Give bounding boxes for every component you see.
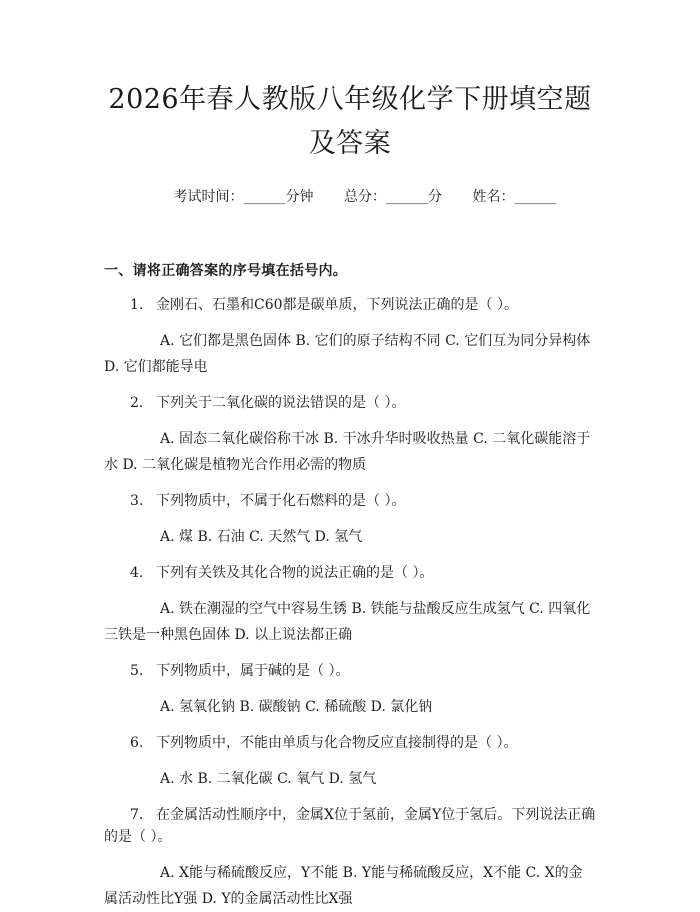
question-options: A. 固态二氧化碳俗称干冰 B. 干冰升华时吸收热量 C. 二氧化碳能溶于水 D. 二氧化碳是植物光合作用必需的物质 bbox=[104, 431, 591, 473]
question-text: 下列关于二氧化碳的说法错误的是（ ）。 bbox=[156, 395, 406, 411]
question-number: 2. bbox=[130, 395, 144, 411]
question-text: 下列有关铁及其化合物的说法正确的是（ ）。 bbox=[156, 565, 434, 581]
question-stem bbox=[104, 660, 596, 682]
question-options: A. X能与稀硫酸反应，Y不能 B. Y能与稀硫酸反应，X不能 C. X的金属活动性比Y强 D. Y的金属活动性比X强 bbox=[104, 865, 583, 907]
question-stem bbox=[104, 804, 596, 848]
question-number: 1. bbox=[130, 297, 144, 313]
question-text: 下列物质中，属于碱的是（ ）。 bbox=[156, 663, 350, 679]
exam-time-field: 考试时间：______分钟 bbox=[173, 189, 314, 205]
question-options: A. 铁在潮湿的空气中容易生锈 B. 铁能与盐酸反应生成氢气 C. 四氧化三铁是一种黑色固体 D. 以上说法都正确 bbox=[104, 601, 591, 643]
question-stem bbox=[104, 732, 596, 754]
question-number: 6. bbox=[130, 735, 144, 751]
document-title: 2026年春人教版八年级化学下册填空题及答案 bbox=[108, 84, 592, 159]
question-number: 7. bbox=[130, 807, 144, 823]
question-number: 3. bbox=[130, 493, 144, 509]
question-item bbox=[104, 490, 596, 550]
question-number: 4. bbox=[130, 565, 144, 581]
question-options: A. 它们都是黑色固体 B. 它们的原子结构不同 C. 它们互为同分异构体 D. 它们都能导电 bbox=[104, 333, 591, 375]
question-item bbox=[104, 392, 596, 478]
question-text: 在金属活动性顺序中，金属X位于氢前，金属Y位于氢后。下列说法正确的是（ ）。 bbox=[104, 807, 596, 845]
question-text: 下列物质中，不能由单质与化合物反应直接制得的是（ ）。 bbox=[156, 735, 518, 751]
question-number: 5. bbox=[130, 663, 144, 679]
question-stem bbox=[104, 562, 596, 584]
question-options: A. 氢氧化钠 B. 碳酸钠 C. 稀硫酸 D. 氯化钠 bbox=[160, 699, 433, 715]
question-options: A. 煤 B. 石油 C. 天然气 D. 氢气 bbox=[160, 529, 363, 545]
question-stem bbox=[104, 294, 596, 316]
question-item bbox=[104, 804, 596, 912]
exam-info bbox=[104, 186, 596, 208]
question-item bbox=[104, 562, 596, 648]
question-stem bbox=[104, 490, 596, 512]
question-item bbox=[104, 294, 596, 380]
section-heading: 一、请将正确答案的序号填在括号内。 bbox=[104, 263, 348, 279]
question-list bbox=[104, 294, 596, 912]
question-item bbox=[104, 660, 596, 720]
question-item bbox=[104, 732, 596, 792]
question-options: A. 水 B. 二氧化碳 C. 氧气 D. 氢气 bbox=[160, 771, 377, 787]
question-text: 金刚石、石墨和C60都是碳单质，下列说法正确的是（ ）。 bbox=[156, 297, 518, 313]
student-name-field: 姓名：______ bbox=[472, 189, 557, 205]
total-score-field: 总分：______分 bbox=[344, 189, 442, 205]
question-text: 下列物质中，不属于化石燃料的是（ ）。 bbox=[156, 493, 406, 509]
question-stem bbox=[104, 392, 596, 414]
